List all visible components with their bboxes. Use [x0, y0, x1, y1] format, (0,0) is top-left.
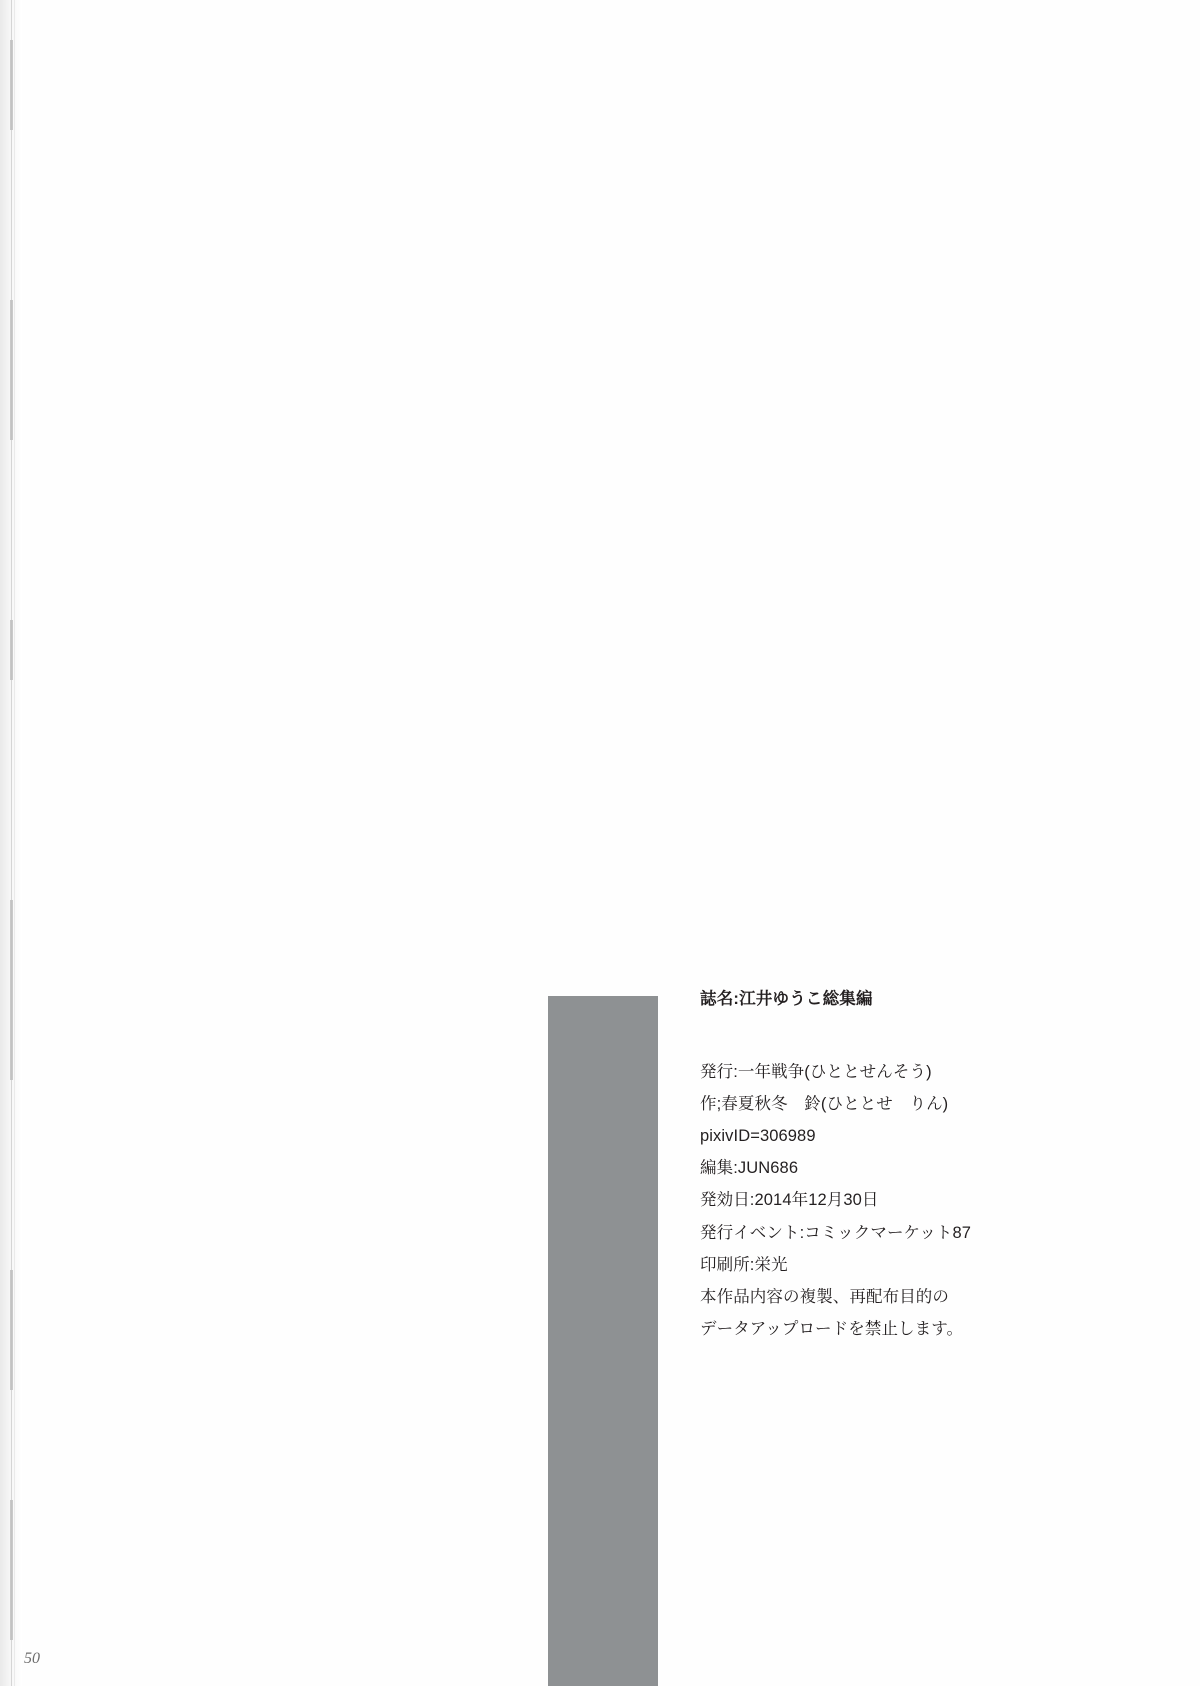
scan-edge-line-primary: [11, 0, 12, 1686]
list-item: 発行イベント:コミックマーケット87: [700, 1223, 972, 1242]
list-item: データアップロードを禁止します。: [700, 1320, 964, 1339]
scan-edge-nick: [10, 1500, 13, 1640]
scan-edge-nick: [10, 1270, 13, 1390]
grey-vertical-plate: [548, 996, 658, 1686]
list-item: 発行:一年戦争(ひととせんそう): [700, 1062, 932, 1081]
list-item: 印刷所:栄光: [700, 1255, 788, 1274]
list-item: 作;春夏秋冬 鈴(ひととせ りん): [700, 1094, 949, 1113]
scan-edge-line-secondary: [14, 0, 15, 1686]
scan-edge-nick: [10, 40, 13, 130]
list-item: pixivID=306989: [700, 1127, 816, 1146]
list-item: 本作品内容の複製、再配布目的の: [700, 1288, 949, 1306]
scan-edge-nick: [10, 900, 13, 1080]
colophon-title-label: 誌名:: [700, 990, 740, 1008]
colophon-title: [700, 990, 1130, 1010]
colophon-block: [700, 990, 1130, 1345]
list-item: 編集:JUN686: [700, 1159, 799, 1178]
colophon-credits-list: [700, 1056, 1130, 1346]
page-number: 50: [24, 1650, 40, 1667]
list-item: 発効日:2014年12月30日: [700, 1191, 879, 1210]
colophon-title-value: 江井ゆうこ総集編: [739, 990, 873, 1008]
scan-edge-nick: [10, 300, 13, 440]
scan-edge-nick: [10, 620, 13, 680]
